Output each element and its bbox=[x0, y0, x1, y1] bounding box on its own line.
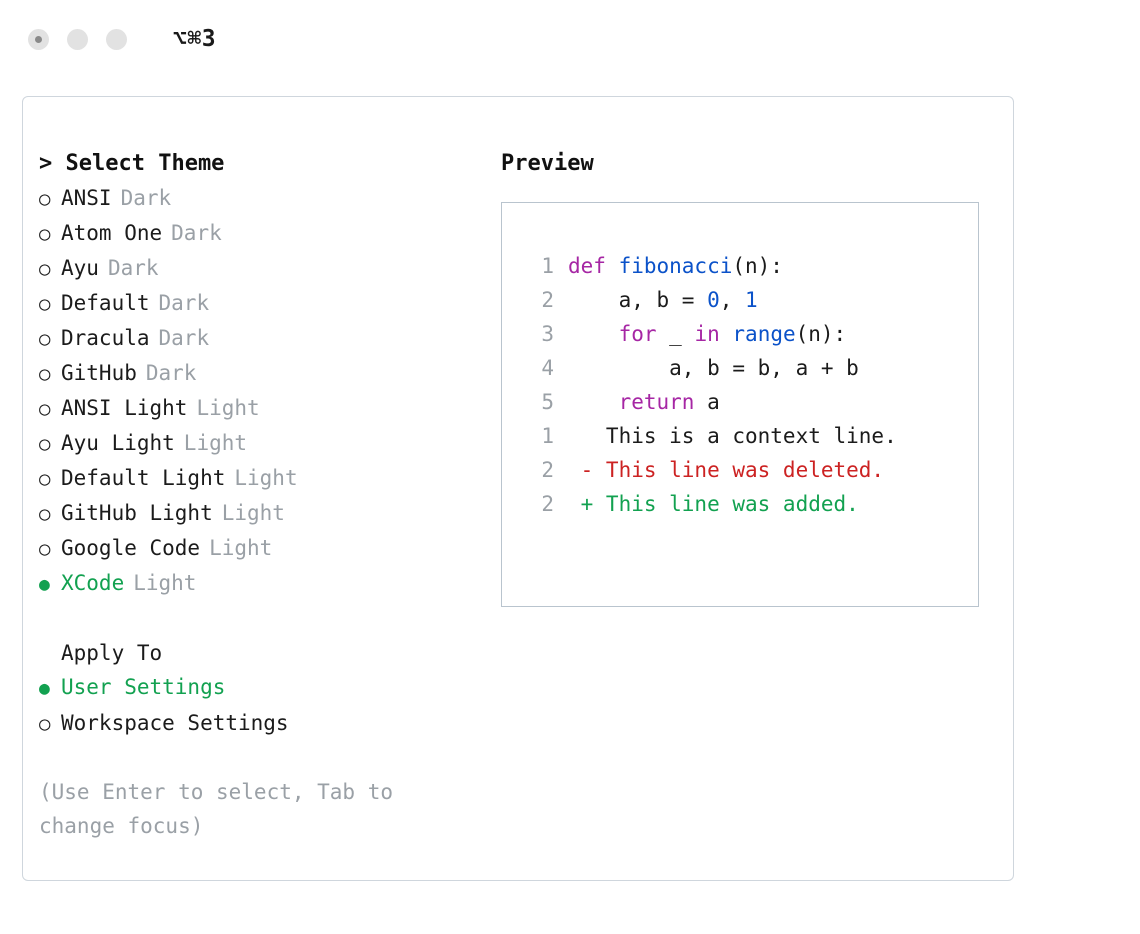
theme-variant-tag: Light bbox=[133, 571, 197, 595]
shortcut-label: ⌥⌘3 bbox=[173, 26, 217, 52]
theme-option[interactable] bbox=[39, 356, 479, 391]
theme-selector-panel bbox=[22, 96, 1014, 881]
theme-option[interactable] bbox=[39, 566, 479, 602]
code-text: def fibonacci(n): bbox=[568, 254, 783, 278]
theme-variant-tag: Light bbox=[221, 501, 285, 525]
code-line bbox=[520, 351, 897, 385]
radio-unselected-icon: ○ bbox=[39, 363, 51, 385]
theme-option-list[interactable] bbox=[39, 181, 479, 602]
radio-selected-icon: ● bbox=[39, 678, 50, 699]
line-number: 4 bbox=[541, 356, 554, 380]
theme-variant-tag: Dark bbox=[171, 221, 222, 245]
theme-variant-tag: Dark bbox=[158, 326, 210, 350]
code-line bbox=[520, 453, 897, 487]
minimize-dot-icon[interactable] bbox=[67, 29, 88, 50]
theme-option-label: GitHub Light bbox=[61, 501, 213, 525]
theme-option[interactable] bbox=[39, 251, 479, 286]
line-number: 1 bbox=[541, 424, 554, 448]
close-dot-icon[interactable] bbox=[28, 29, 49, 50]
theme-variant-tag: Light bbox=[183, 431, 248, 455]
radio-unselected-icon: ○ bbox=[39, 293, 51, 315]
theme-option[interactable] bbox=[39, 496, 479, 531]
code-text: for _ in range(n): bbox=[618, 322, 847, 346]
apply-to-option[interactable] bbox=[39, 706, 479, 741]
zoom-dot-icon[interactable] bbox=[106, 29, 127, 50]
apply-to-option-label: User Settings bbox=[61, 675, 226, 699]
radio-unselected-icon: ○ bbox=[39, 503, 51, 525]
apply-to-option-label: Workspace Settings bbox=[61, 711, 289, 735]
line-number: 2 bbox=[541, 492, 554, 516]
code-text: This is a context line. bbox=[568, 424, 897, 448]
theme-variant-tag: Dark bbox=[158, 291, 210, 315]
apply-to-option-list[interactable] bbox=[39, 670, 479, 741]
theme-variant-tag: Light bbox=[196, 396, 260, 420]
line-number: 2 bbox=[541, 458, 554, 482]
theme-variant-tag: Dark bbox=[107, 256, 159, 280]
apply-to-title: Apply To bbox=[61, 641, 163, 665]
radio-unselected-icon: ○ bbox=[39, 713, 51, 735]
theme-option-label: Default bbox=[61, 291, 150, 315]
select-theme-title: > Select Theme bbox=[39, 151, 225, 176]
theme-option[interactable] bbox=[39, 461, 479, 496]
preview-column bbox=[501, 147, 1001, 181]
theme-option[interactable] bbox=[39, 216, 479, 251]
theme-option-label: XCode bbox=[61, 571, 125, 595]
code-line bbox=[520, 317, 897, 351]
code-line bbox=[520, 249, 897, 283]
theme-option-label: Google Code bbox=[61, 536, 201, 560]
theme-option-label: ANSI Light bbox=[61, 396, 188, 420]
code-line bbox=[520, 419, 897, 453]
preview-title: Preview bbox=[501, 151, 594, 176]
radio-unselected-icon: ○ bbox=[39, 328, 51, 350]
code-line bbox=[520, 487, 897, 521]
list-spacer bbox=[39, 602, 479, 636]
theme-option-label: Default Light bbox=[61, 466, 226, 490]
radio-selected-icon: ● bbox=[39, 574, 50, 595]
code-text: - This line was deleted. bbox=[568, 458, 885, 482]
theme-variant-tag: Light bbox=[234, 466, 298, 490]
radio-unselected-icon: ○ bbox=[39, 538, 51, 560]
radio-unselected-icon: ○ bbox=[39, 258, 51, 280]
radio-unselected-icon: ○ bbox=[39, 398, 51, 420]
theme-option[interactable] bbox=[39, 426, 479, 461]
theme-variant-tag: Dark bbox=[145, 361, 197, 385]
radio-unselected-icon: ○ bbox=[39, 188, 51, 210]
radio-unselected-icon: ○ bbox=[39, 433, 51, 455]
code-line bbox=[520, 385, 897, 419]
line-number: 2 bbox=[541, 288, 554, 312]
theme-option-label: Ayu Light bbox=[61, 431, 175, 455]
title-bar bbox=[0, 0, 1140, 78]
line-number: 1 bbox=[541, 254, 554, 278]
apply-to-option[interactable] bbox=[39, 670, 479, 706]
theme-option-label: Atom One bbox=[61, 221, 163, 245]
code-text: + This line was added. bbox=[568, 492, 859, 516]
line-number: 5 bbox=[541, 390, 554, 414]
preview-box bbox=[501, 202, 979, 607]
code-text: a, b = 0, 1 bbox=[568, 288, 758, 312]
code-line bbox=[520, 283, 897, 317]
theme-variant-tag: Light bbox=[209, 536, 273, 560]
theme-option-label: Ayu bbox=[61, 256, 99, 280]
theme-list-column bbox=[39, 147, 479, 843]
theme-option[interactable] bbox=[39, 391, 479, 426]
traffic-lights bbox=[28, 29, 127, 50]
code-text: return a bbox=[618, 390, 720, 414]
radio-unselected-icon: ○ bbox=[39, 223, 51, 245]
theme-option[interactable] bbox=[39, 531, 479, 566]
radio-unselected-icon: ○ bbox=[39, 468, 51, 490]
code-text: a, b = b, a + b bbox=[568, 356, 859, 380]
theme-option-label: GitHub bbox=[61, 361, 137, 385]
code-preview bbox=[520, 249, 897, 521]
theme-option[interactable] bbox=[39, 286, 479, 321]
theme-option[interactable] bbox=[39, 321, 479, 356]
theme-option-label: Dracula bbox=[61, 326, 150, 350]
theme-variant-tag: Dark bbox=[120, 186, 172, 210]
theme-option[interactable] bbox=[39, 181, 479, 216]
keyboard-hint: (Use Enter to select, Tab to change focus) bbox=[39, 780, 406, 838]
line-number: 3 bbox=[541, 322, 554, 346]
theme-option-label: ANSI bbox=[61, 186, 112, 210]
